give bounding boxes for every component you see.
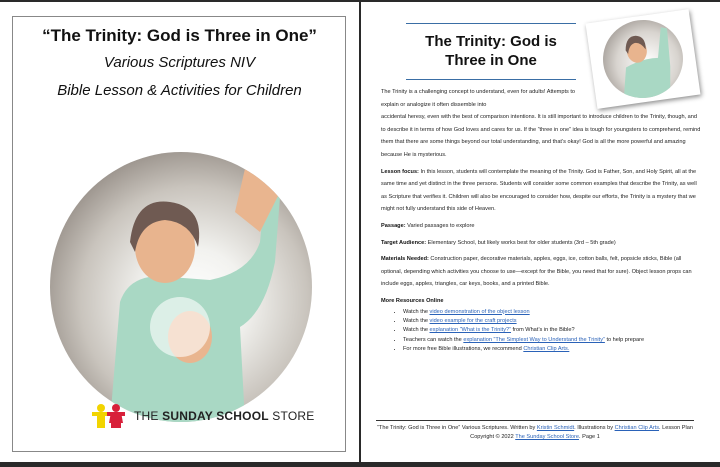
cover-illustration [50, 152, 312, 422]
lesson-title: The Trinity: God is Three in One [406, 23, 576, 80]
cover-subtitle-2: Bible Lesson & Activities for Children [57, 82, 302, 99]
author-link[interactable]: Kristin Schmidt [536, 425, 575, 431]
materials-needed: Materials Needed: Construction paper, decorative materials, apples, eggs, ice, cotton balls, felt, popsicle sticks, Bible (all optional, depending which activities you choose to use—except for the Bible, you need that for sure). Object lesson props can include eggs, apples, triangles, car keys, books, and a printed Bible. [381, 256, 692, 288]
lesson-body [381, 86, 701, 355]
page-footer: “The Trinity: God is Three in One” Various Scriptures. Written by Kristin Schmidt. Illustrations by Christian Clip Arts. Lesson Plan Copyright © 2022 The Sunday School Store. Page 1 [376, 420, 694, 442]
cover-subtitle: Various Scriptures NIV [103, 54, 256, 71]
intro-paragraph-b: accidental heresy, even with the best of comparison intentions. It is still important to introduce children to the Trinity, though, and to describe it in terms of how God loves and cares for us. If the “three in one” idea is tough for youngsters to comprehend, remind them that there are some things beyond our total understanding, and that’s okay! God is all the more powerful and amazing because He is mysterious. [381, 114, 701, 158]
list-item: • For more free Bible illustrations, we recommend Christian Clip Arts. [403, 345, 701, 354]
list-item: • Watch the explanation “What is the Trinity?” from What’s in the Bible? [403, 326, 701, 335]
what-is-trinity-link[interactable]: explanation “What is the Trinity?” [429, 327, 511, 334]
illustrator-link[interactable]: Christian Clip Arts [614, 425, 660, 431]
passage: Passage: Varied passages to explore [381, 222, 475, 229]
lesson-page [361, 2, 720, 462]
intro-paragraph-a: The Trinity is a challenging concept to understand, even for adults! Attempts to explain or analogize it often dissemble into [381, 89, 576, 108]
cover-title: “The Trinity: God is Three in One” [42, 26, 317, 45]
sunday-school-store-logo: THE SUNDAY SCHOOL STORE [92, 404, 314, 428]
simplest-way-link[interactable]: explanation “The Simplest Way to Understand the Trinity” [463, 336, 605, 343]
resources-heading: More Resources Online [381, 297, 444, 304]
list-item: • Watch the video example for the craft projects [403, 317, 701, 326]
list-item: • Teachers can watch the explanation “The Simplest Way to Understand the Trinity” to help prepare [403, 336, 701, 345]
christian-clip-arts-link[interactable]: Christian Clip Arts. [523, 346, 570, 353]
publisher-link[interactable]: The Sunday School Store [515, 434, 579, 440]
cover-page [0, 2, 359, 462]
resources-list [381, 308, 701, 355]
lesson-focus: Lesson focus: In this lesson, students will contemplate the meaning of the Trinity. God is Father, Son, and Holy Spirit, all at the same time and yet distinct in the three persons. Students will consider some common examples that describe the Trinity, as well as Scripture that verifies it. Children will also be encouraged to consider how, despite our efforts, the Trinity is a mystery that we might not fully understand this side of Heaven. [381, 168, 697, 213]
list-item: • Watch the video demonstration of the object lesson [403, 308, 701, 317]
children-logo-icon [92, 404, 126, 428]
craft-video-link[interactable]: video example for the craft projects [429, 317, 517, 324]
target-audience: Target Audience: Elementary School, but likely works best for older students (3rd – 5th grade) [381, 239, 616, 246]
object-lesson-video-link[interactable]: video demonstration of the object lesson [429, 308, 530, 315]
